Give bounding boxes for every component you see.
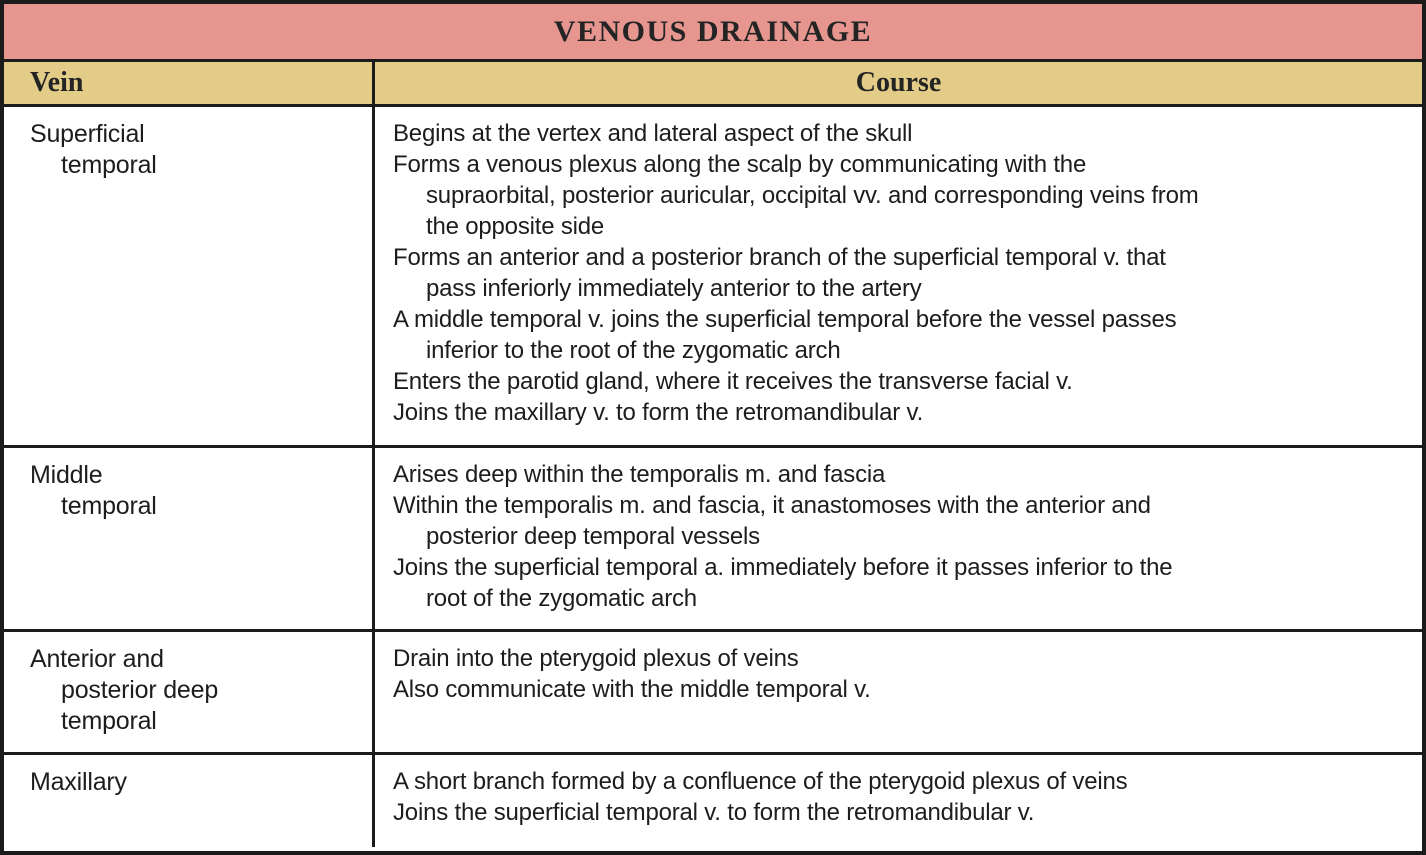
course-entry xyxy=(393,366,1414,397)
table-title-band xyxy=(4,4,1422,62)
text-line: Superficial xyxy=(30,120,145,148)
text-line: Joins the superficial temporal a. immediately before it passes inferior to the xyxy=(393,554,1173,581)
text-line: Forms a venous plexus along the scalp by communicating with the xyxy=(393,151,1087,178)
table-row xyxy=(4,448,1422,632)
text-line: Forms an anterior and a posterior branch of the superficial temporal v. that xyxy=(393,244,1166,271)
course-entry xyxy=(393,242,1414,304)
text-line: posterior deep temporal vessels xyxy=(426,523,760,550)
text-line: Anterior and xyxy=(30,645,164,673)
text-line: Middle xyxy=(30,461,103,489)
course-entry xyxy=(393,459,1414,490)
text-line: A short branch formed by a confluence of the pterygoid plexus of veins xyxy=(393,768,1128,795)
text-line: Begins at the vertex and lateral aspect of the skull xyxy=(393,120,913,147)
vein-cell xyxy=(4,448,375,629)
text-line: Arises deep within the temporalis m. and fascia xyxy=(393,461,886,488)
course-entry xyxy=(393,674,1414,705)
course-entry xyxy=(393,149,1414,242)
text-line: supraorbital, posterior auricular, occipital vv. and corresponding veins from xyxy=(426,182,1199,209)
course-entry xyxy=(393,490,1414,552)
text-line: Maxillary xyxy=(30,768,127,796)
text-line: A middle temporal v. joins the superficial temporal before the vessel passes xyxy=(393,306,1177,333)
text-line: Joins the superficial temporal v. to form the retromandibular v. xyxy=(393,799,1035,826)
text-line: temporal xyxy=(61,707,157,735)
course-cell xyxy=(375,632,1422,752)
course-entry xyxy=(393,304,1414,366)
course-entry xyxy=(393,397,1414,428)
vein-cell xyxy=(4,107,375,445)
table-row xyxy=(4,632,1422,755)
course-entry xyxy=(393,643,1414,674)
course-entry xyxy=(393,797,1414,828)
text-line: temporal xyxy=(61,151,157,179)
vein-cell xyxy=(4,632,375,752)
course-cell xyxy=(375,755,1422,847)
text-line: Enters the parotid gland, where it receives the transverse facial v. xyxy=(393,368,1073,395)
vein-column-header: Vein xyxy=(4,62,375,104)
text-line: inferior to the root of the zygomatic arch xyxy=(426,337,841,364)
table-title: VENOUS DRAINAGE xyxy=(553,14,873,48)
text-line: Within the temporalis m. and fascia, it anastomoses with the anterior and xyxy=(393,492,1151,519)
course-cell xyxy=(375,107,1422,445)
text-line: posterior deep xyxy=(61,676,219,704)
course-cell xyxy=(375,448,1422,629)
course-column-header: Course xyxy=(855,67,942,98)
text-line: Drain into the pterygoid plexus of veins xyxy=(393,645,799,672)
column-header-row xyxy=(4,62,1422,107)
table-row xyxy=(4,755,1422,847)
text-line: root of the zygomatic arch xyxy=(426,585,697,612)
vein-cell xyxy=(4,755,375,847)
course-entry xyxy=(393,766,1414,797)
text-line: Also communicate with the middle temporal v. xyxy=(393,676,871,703)
text-line: Joins the maxillary v. to form the retromandibular v. xyxy=(393,399,924,426)
text-line: pass inferiorly immediately anterior to the artery xyxy=(426,275,922,302)
course-entry xyxy=(393,118,1414,149)
course-entry xyxy=(393,552,1414,614)
text-line: the opposite side xyxy=(426,213,605,240)
text-line: temporal xyxy=(61,492,157,520)
table-row xyxy=(4,107,1422,448)
